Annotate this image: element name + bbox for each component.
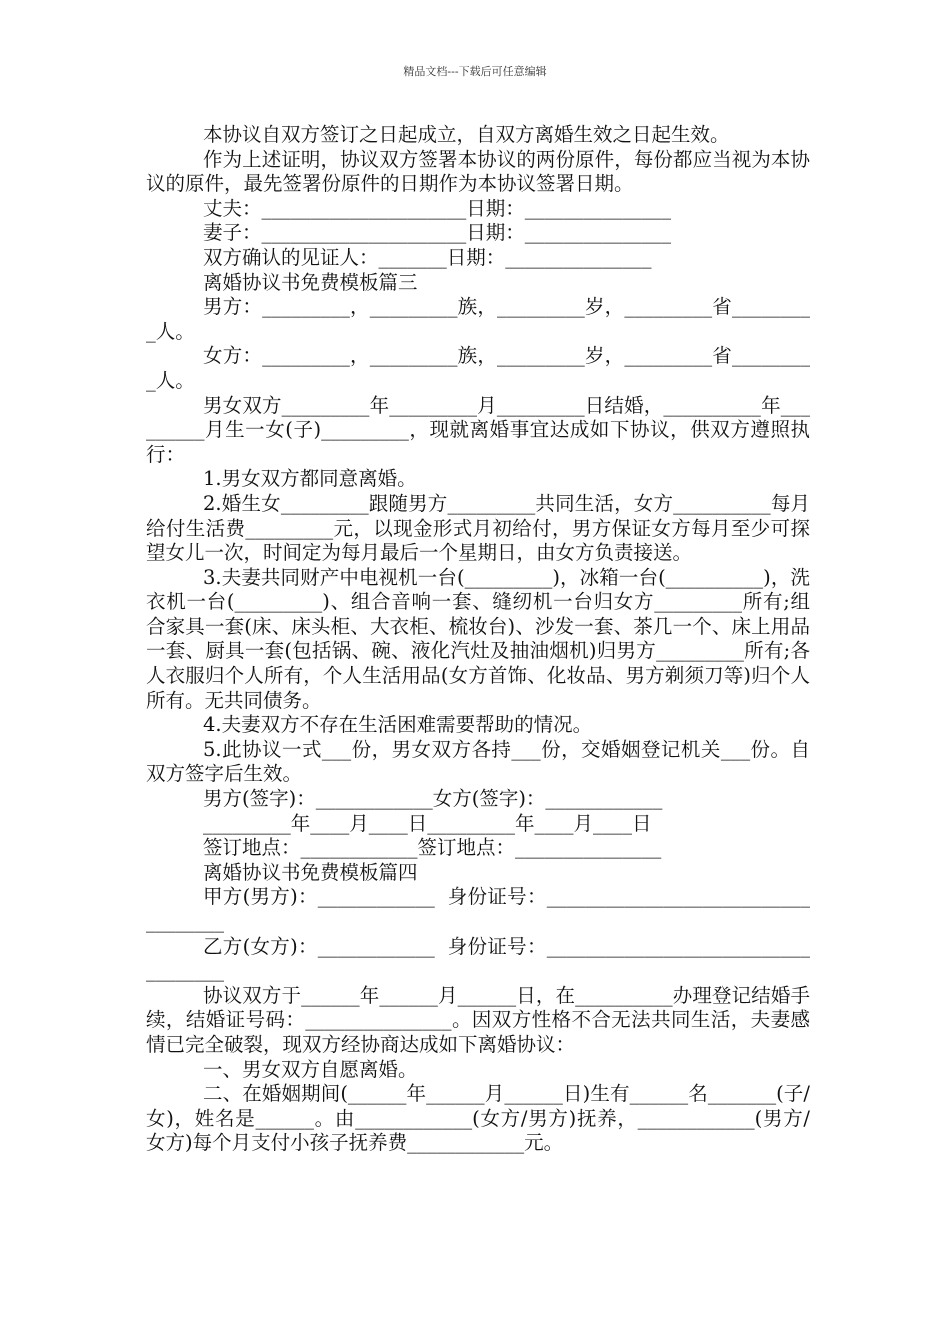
section-title: 离婚协议书免费模板篇三 — [203, 270, 418, 294]
paragraph: 4.夫妻双方不存在生活困难需要帮助的情况。 — [203, 713, 593, 737]
paragraph: 甲方(男方)：____________ 身份证号：___________________________________ — [146, 885, 810, 933]
paragraph: 一、男女双方自愿离婚。 — [203, 1057, 418, 1081]
paragraph: 签订地点：____________签订地点：_______________ — [203, 836, 662, 860]
paragraph: 2.婚生女_________跟随男方_________共同生活，女方__________每月给付生活费_________元，以现金形式月初给付，男方保证女方每月至少可探望女儿一次，时间定为每月最后一个星期日，由女方负责接送。 — [146, 491, 810, 565]
paragraph: 丈夫：_____________________日期：_______________ — [203, 196, 672, 220]
paragraph: 本协议自双方签订之日起成立，自双方离婚生效之日起生效。 — [203, 123, 730, 146]
paragraph: 妻子：_____________________日期：_______________ — [203, 221, 672, 245]
paragraph: 协议双方于______年______月______日，在__________办理登记结婚手续，结婚证号码：_______________。因双方性格不合无法共同生活，夫妻感情已完全破裂，现双方经协商达成如下离婚协议： — [146, 983, 810, 1056]
section-title: 离婚协议书免费模板篇四 — [203, 860, 418, 884]
paragraph: 1.男女双方都同意离婚。 — [203, 467, 417, 491]
paragraph: 5.此协议一式___份，男女双方各持___份，交婚姻登记机关___份。自双方签字后生效。 — [146, 737, 810, 786]
paragraph: 二、在婚姻期间(______年______月______日)生有______名_______(子/女)，姓名是______。由____________(女方/男方)抚养，____________(男方/女方)每个月支付小孩子抚养费____________元。 — [146, 1082, 810, 1155]
paragraph: 男女双方_________年_________月_________日结婚，__________年_________月生一女(子)_________，现就离婚事宜达成如下协议，供双方遵照执行： — [146, 393, 810, 466]
document-body — [146, 123, 810, 1156]
page-header: 精品文档---下载后可任意编辑 — [403, 65, 547, 78]
paragraph: 乙方(女方)：____________ 身份证号：___________________________________ — [146, 934, 810, 983]
paragraph: 男方：_________，_________族，_________岁，_________省_________人。 — [146, 295, 810, 343]
paragraph: 双方确认的见证人：_______日期：_______________ — [203, 245, 652, 269]
paragraph: 作为上述证明，协议双方签署本协议的两份原件，每份都应当视为本协议的原件，最先签署份原件的日期作为本协议签署日期。 — [146, 147, 810, 196]
paragraph: _________年____月____日_________年____月____日 — [203, 811, 652, 835]
paragraph: 3.夫妻共同财产中电视机一台(_________)，冰箱一台(__________)，洗衣机一台(_________)、组合音响一套、缝纫机一台归女方_________所有;组合家具一套(床、床头柜、大衣柜、梳妆台)、沙发一套、茶几一个、床上用品一套、厨具一套(包括锅、碗、液化汽灶及抽油烟机)归男方_________所有;各人衣服归个人所有，个人生活用品(女方首饰、化妆品、男方剃须刀等)归个人所有。无共同债务。 — [146, 565, 810, 712]
paragraph: 女方：_________，_________族，_________岁，_________省_________人。 — [146, 344, 810, 392]
paragraph: 男方(签字)：____________女方(签字)：____________ — [203, 787, 663, 811]
